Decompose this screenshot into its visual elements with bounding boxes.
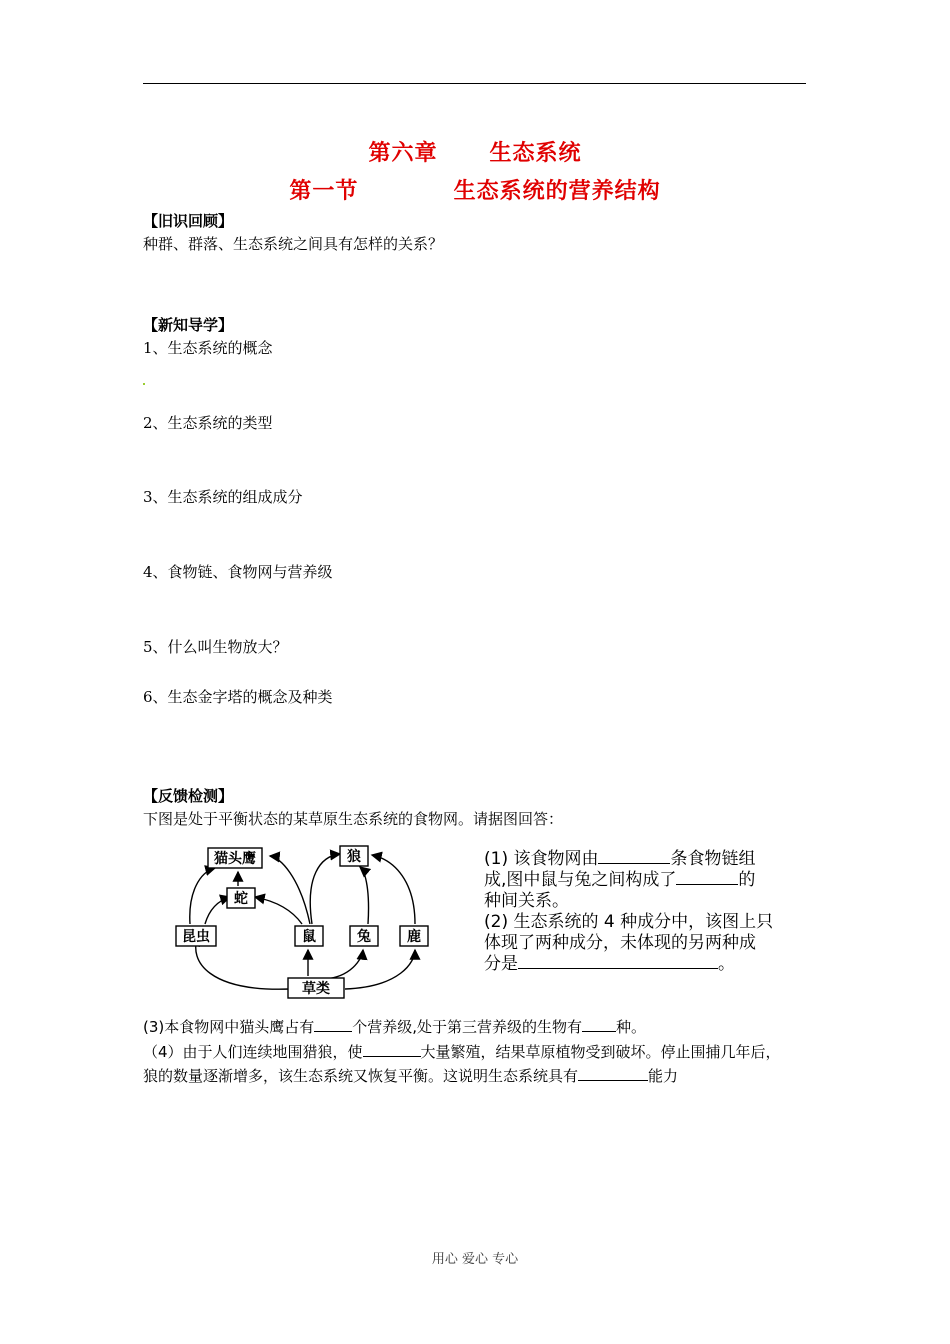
node-deer: 鹿 (407, 929, 421, 945)
node-wolf: 狼 (347, 849, 361, 865)
section-title: 第一节 生态系统的营养结构 (289, 179, 661, 204)
food-web-arrows (190, 854, 415, 989)
knowledge-item-6: 6、生态金字塔的概念及种类 (143, 688, 333, 706)
question-4 (143, 1040, 823, 1088)
feedback-intro: 下图是处于平衡状态的某草原生态系统的食物网。请据图回答： (143, 810, 564, 828)
q4-text-d: 能力 (648, 1067, 679, 1085)
review-label: 【旧识回顾】 (143, 212, 234, 230)
blank-components[interactable] (518, 954, 718, 969)
q3-text-b: 个营养级,处于第三营养级的生物有 (352, 1018, 583, 1036)
knowledge-item-1: 1、生态系统的概念 (143, 339, 273, 357)
q1-text-b: 条食物链组 (670, 849, 756, 869)
stray-mark (143, 383, 145, 385)
arrow-deer-wolf (372, 855, 415, 924)
q1-text-d: 的 (738, 870, 756, 890)
food-web-diagram (170, 842, 445, 1002)
q1-text-e: 种间关系。 (484, 891, 569, 911)
knowledge-item-5: 5、什么叫生物放大？ (143, 638, 288, 656)
chapter-title: 第六章 生态系统 (368, 141, 582, 166)
q4-text-a: （4）由于人们连续地围猎狼，使 (143, 1043, 363, 1061)
arrow-mouse-owl (270, 856, 310, 924)
blank-chain-count[interactable] (598, 849, 670, 864)
q2-text-c: 分是 (484, 954, 518, 974)
blank-owl-levels[interactable] (314, 1017, 352, 1032)
q2-text-d: 。 (718, 954, 735, 974)
q3-text-a: (3)本食物网中猫头鹰占有 (143, 1018, 315, 1036)
q3-text-c: 种。 (616, 1018, 647, 1036)
header-rule (143, 83, 806, 84)
new-knowledge-label: 【新知导学】 (143, 316, 234, 334)
q1-text-c: 成,图中鼠与兔之间构成了 (484, 870, 677, 890)
q2-text-a: (2) 生态系统的 4 种成分中，该图上只 (484, 912, 774, 932)
node-rabbit: 兔 (357, 929, 371, 945)
blank-relation[interactable] (676, 870, 738, 885)
arrow-grass-deer (345, 950, 415, 989)
blank-prey-species[interactable] (363, 1042, 421, 1057)
question-box (484, 849, 814, 975)
question-3 (143, 1016, 646, 1037)
arrow-mouse-snake (255, 897, 302, 924)
blank-third-level-count[interactable] (582, 1017, 616, 1032)
review-question: 种群、群落、生态系统之间具有怎样的关系？ (143, 235, 444, 253)
node-insect: 昆虫 (182, 929, 210, 945)
feedback-label: 【反馈检测】 (143, 787, 234, 805)
knowledge-item-3: 3、生态系统的组成成分 (143, 488, 303, 506)
node-mouse: 鼠 (302, 929, 316, 945)
knowledge-item-4: 4、食物链、食物网与营养级 (143, 563, 333, 581)
q4-text-c: 狼的数量逐渐增多，该生态系统又恢复平衡。这说明生态系统具有 (143, 1067, 579, 1085)
blank-ability[interactable] (578, 1066, 648, 1081)
arrow-rabbit-wolf (360, 867, 369, 924)
node-owl: 猫头鹰 (214, 851, 256, 867)
q1-text-a: (1) 该食物网由 (484, 849, 599, 869)
q4-text-b: 大量繁殖，结果草原植物受到破坏。停止围捕几年后， (420, 1043, 781, 1061)
arrow-mouse-wolf (310, 854, 340, 924)
arrow-insect-owl (190, 868, 215, 924)
knowledge-item-2: 2、生态系统的类型 (143, 414, 273, 432)
arrow-grass-rabbit (325, 950, 363, 979)
node-snake: 蛇 (234, 891, 248, 907)
arrow-insect-snake (205, 897, 230, 924)
node-grass: 草类 (302, 981, 330, 997)
page-footer: 用心 爱心 专心 (431, 1252, 519, 1267)
q2-text-b: 体现了两种成分，未体现的另两种成 (484, 933, 756, 953)
